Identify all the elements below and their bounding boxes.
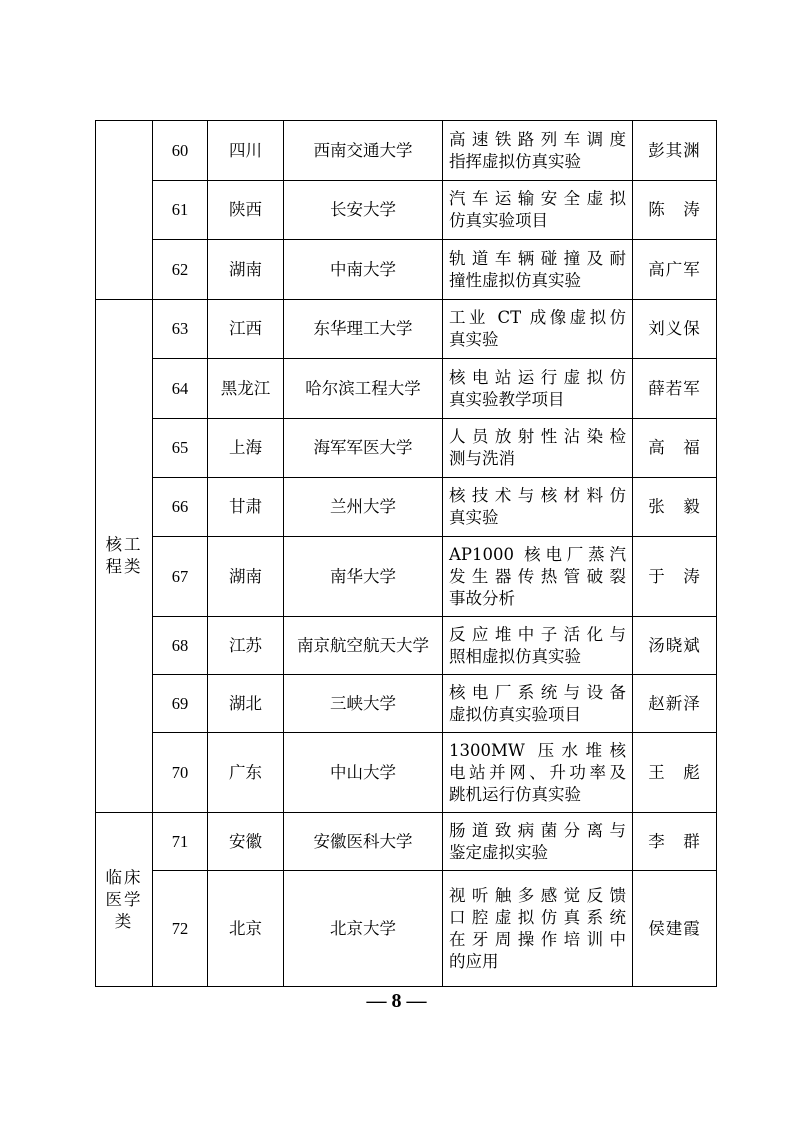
province-cell: 湖北 xyxy=(208,675,284,733)
project-cell xyxy=(443,121,633,181)
table-row xyxy=(96,419,717,478)
project-line: 核技术与核材料仿 xyxy=(449,486,626,505)
project-cell xyxy=(443,871,633,987)
school-cell: 海军军医大学 xyxy=(284,419,443,478)
table-row xyxy=(96,617,717,675)
project-line: 指挥虚拟仿真实验 xyxy=(449,151,581,171)
row-number: 69 xyxy=(153,675,208,733)
person-cell: 彭其渊 xyxy=(633,121,717,181)
category-line: 核工 xyxy=(105,535,143,554)
project-line: 事故分析 xyxy=(449,588,515,608)
person-cell: 侯建霞 xyxy=(633,871,717,987)
project-cell xyxy=(443,733,633,813)
province-cell: 陕西 xyxy=(208,181,284,240)
project-line: 肠道致病菌分离与 xyxy=(449,820,626,840)
project-cell xyxy=(443,359,633,419)
row-number: 61 xyxy=(153,181,208,240)
row-number: 62 xyxy=(153,240,208,300)
project-cell xyxy=(443,181,633,240)
project-line: 鉴定虚拟实验 xyxy=(449,842,548,862)
person-cell: 陈 涛 xyxy=(633,181,717,240)
row-number: 66 xyxy=(153,478,208,537)
school-cell: 北京大学 xyxy=(284,871,443,987)
table-row xyxy=(96,121,717,181)
province-cell: 江西 xyxy=(208,300,284,359)
school-cell: 兰州大学 xyxy=(284,478,443,537)
project-cell xyxy=(443,419,633,478)
province-cell: 北京 xyxy=(208,871,284,987)
person-cell: 李 群 xyxy=(633,813,717,871)
project-table xyxy=(95,120,717,987)
project-line: 轨道车辆碰撞及耐 xyxy=(449,248,626,268)
row-number: 68 xyxy=(153,617,208,675)
province-cell: 湖南 xyxy=(208,240,284,300)
category-cell-blank xyxy=(96,121,153,300)
province-cell: 湖南 xyxy=(208,537,284,617)
project-line: 工业 CT 成像虚拟仿 xyxy=(449,308,626,327)
school-cell: 安徽医科大学 xyxy=(284,813,443,871)
category-clinical-medicine xyxy=(96,813,153,987)
project-line: 发生器传热管破裂 xyxy=(449,566,626,586)
project-line: 1300MW 压水堆核 xyxy=(449,740,626,760)
school-cell: 哈尔滨工程大学 xyxy=(284,359,443,419)
project-line: 口腔虚拟仿真系统 xyxy=(449,907,626,927)
person-cell: 于 涛 xyxy=(633,537,717,617)
province-cell: 江苏 xyxy=(208,617,284,675)
project-line: 撞性虚拟仿真实验 xyxy=(449,270,581,290)
school-cell: 西南交通大学 xyxy=(284,121,443,181)
row-number: 63 xyxy=(153,300,208,359)
table-row xyxy=(96,537,717,617)
table-row xyxy=(96,871,717,987)
project-line: 核电厂系统与设备 xyxy=(449,682,626,702)
table-row xyxy=(96,300,717,359)
school-cell: 中山大学 xyxy=(284,733,443,813)
project-line: 跳机运行仿真实验 xyxy=(449,784,581,804)
province-cell: 四川 xyxy=(208,121,284,181)
category-nuclear-engineering xyxy=(96,300,153,813)
project-cell xyxy=(443,675,633,733)
category-line: 类 xyxy=(114,911,134,931)
table-row xyxy=(96,359,717,419)
project-line: AP1000 核电厂蒸汽 xyxy=(449,544,626,564)
project-line: 高速铁路列车调度 xyxy=(449,129,626,149)
project-cell xyxy=(443,240,633,300)
person-cell: 王 彪 xyxy=(633,733,717,813)
province-cell: 黑龙江 xyxy=(208,359,284,419)
row-number: 60 xyxy=(153,121,208,181)
project-cell xyxy=(443,537,633,617)
project-line: 电站并网、升功率及 xyxy=(449,762,626,782)
project-cell xyxy=(443,813,633,871)
person-cell: 高广军 xyxy=(633,240,717,300)
table-row xyxy=(96,675,717,733)
school-cell: 南华大学 xyxy=(284,537,443,617)
school-cell: 中南大学 xyxy=(284,240,443,300)
project-line: 核电站运行虚拟仿 xyxy=(449,367,626,387)
person-cell: 薛若军 xyxy=(633,359,717,419)
project-cell xyxy=(443,300,633,359)
project-line: 的应用 xyxy=(449,951,499,971)
row-number: 71 xyxy=(153,813,208,871)
row-number: 67 xyxy=(153,537,208,617)
page-number: — 8 — xyxy=(366,990,427,1012)
table-row xyxy=(96,733,717,813)
project-line: 真实验教学项目 xyxy=(449,389,565,409)
school-cell: 东华理工大学 xyxy=(284,300,443,359)
project-line: 仿真实验项目 xyxy=(449,211,548,230)
project-cell xyxy=(443,617,633,675)
row-number: 64 xyxy=(153,359,208,419)
row-number: 72 xyxy=(153,871,208,987)
project-line: 在牙周操作培训中 xyxy=(449,929,626,949)
category-line: 医学 xyxy=(105,889,143,909)
province-cell: 广东 xyxy=(208,733,284,813)
school-cell: 长安大学 xyxy=(284,181,443,240)
project-line: 虚拟仿真实验项目 xyxy=(449,704,581,724)
row-number: 65 xyxy=(153,419,208,478)
project-line: 反应堆中子活化与 xyxy=(449,624,626,644)
row-number: 70 xyxy=(153,733,208,813)
person-cell: 赵新泽 xyxy=(633,675,717,733)
person-cell: 汤晓斌 xyxy=(633,617,717,675)
category-line: 程类 xyxy=(105,557,143,576)
project-line: 真实验 xyxy=(449,330,499,349)
project-cell xyxy=(443,478,633,537)
table-row xyxy=(96,181,717,240)
person-cell: 高 福 xyxy=(633,419,717,478)
project-line: 真实验 xyxy=(449,508,499,527)
school-cell: 南京航空航天大学 xyxy=(284,617,443,675)
project-line: 测与洗消 xyxy=(449,449,515,468)
province-cell: 甘肃 xyxy=(208,478,284,537)
person-cell: 张 毅 xyxy=(633,478,717,537)
project-line: 照相虚拟仿真实验 xyxy=(449,646,581,666)
province-cell: 上海 xyxy=(208,419,284,478)
project-line: 视听触多感觉反馈 xyxy=(449,885,626,905)
table-row xyxy=(96,813,717,871)
province-cell: 安徽 xyxy=(208,813,284,871)
table-row xyxy=(96,240,717,300)
table-row xyxy=(96,478,717,537)
project-line: 汽车运输安全虚拟 xyxy=(449,189,626,208)
school-cell: 三峡大学 xyxy=(284,675,443,733)
person-cell: 刘义保 xyxy=(633,300,717,359)
project-line: 人员放射性沾染检 xyxy=(449,427,626,446)
category-line: 临床 xyxy=(105,867,143,887)
